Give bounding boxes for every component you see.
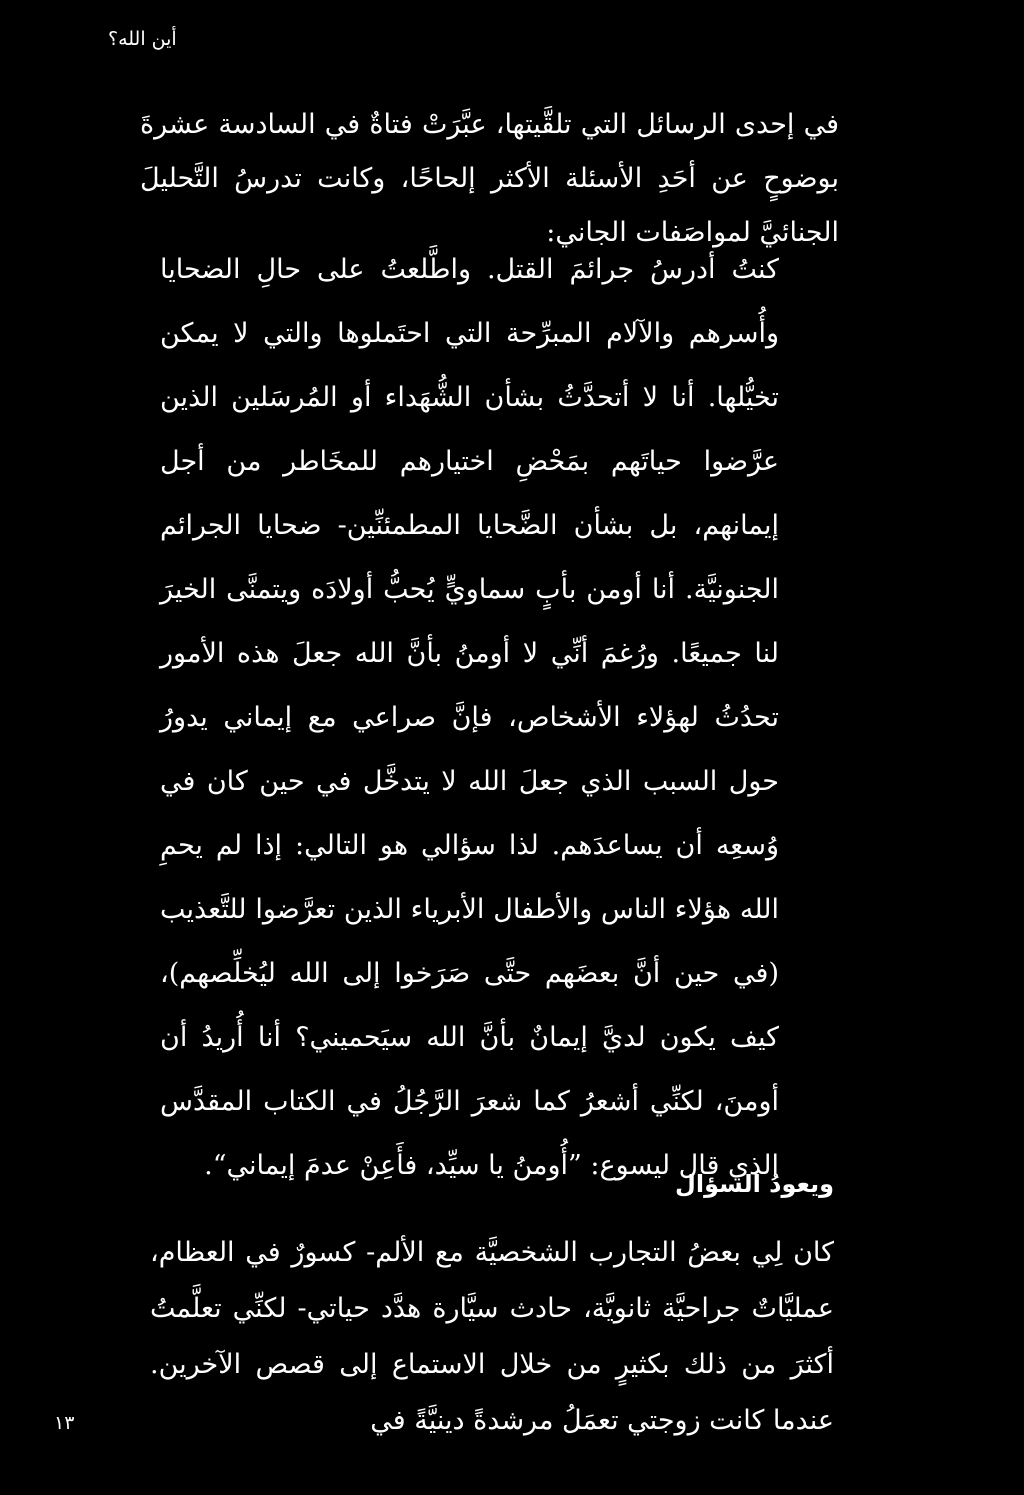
block-quote bbox=[160, 238, 779, 1198]
intro-paragraph: في إحدى الرسائل التي تلقَّيتها، عبَّرَتْ فتاةٌ في السادسة عشرةَ بوضوحٍ عن أحَدِ الأسئلة الأكثر إلحاحًا، وكانت تدرسُ التَّحليلَ الجنائيَّ لمواصَفات الجاني: bbox=[140, 109, 839, 248]
page-number: ١٣ bbox=[54, 1412, 75, 1434]
section-heading: ويعودُ السؤال bbox=[675, 1170, 834, 1198]
running-header: أين الله؟ bbox=[108, 28, 177, 50]
intro-block bbox=[140, 98, 839, 260]
quote-paragraph: كنتُ أدرسُ جرائمَ القتل. واطَّلعتُ على حالِ الضحايا وأُسرهم والآلام المبرِّحة التي احتَملوها والتي لا يمكن تخيُّلها. أنا لا أتحدَّثُ بشأن الشُّهَداء أو المُرسَلين الذين عرَّضوا حياتَهم بمَحْضِ اختيارهم للمخَاطر من أجل إيمانهم، بل بشأن الضَّحايا المطمئنِّين- ضحايا الجرائم الجنونيَّة. أنا أومن بأبٍ سماويٍّ يُحبُّ أولادَه ويتمنَّى الخيرَ لنا جميعًا. ورُغمَ أنِّي لا أومنُ بأنَّ الله جعلَ هذه الأمور تحدُثُ لهؤلاء الأشخاص، فإنَّ صراعي مع إيماني يدورُ حول السبب الذي جعلَ الله لا يتدخَّل في حين كان في وُسعِه أن يساعدَهم. لذا سؤالي هو التالي: إذا لم يحمِ الله هؤلاء الناس والأطفال الأبرياء الذين تعرَّضوا للتَّعذيب (في حين أنَّ بعضَهم حتَّى صَرَخوا إلى الله ليُخلِّصهم)، كيف يكون لديَّ إيمانٌ بأنَّ الله سيَحميني؟ أنا أُريدُ أن أومنَ، لكنِّي أشعرُ كما شعرَ الرَّجُلُ في الكتاب المقدَّس الذي قال ليسوع: ”أُومنُ يا سيِّد، فأَعِنْ عدمَ إيماني“. bbox=[160, 254, 779, 1181]
section-body bbox=[150, 1225, 834, 1449]
section-paragraph: كان لِي بعضُ التجارب الشخصيَّة مع الألم- كسورٌ في العظام، عمليَّاتٌ جراحيَّة ثانويَّة، حادث سيَّارة هدَّد حياتي- لكنِّي تعلَّمتُ أكثرَ من ذلك بكثيرٍ من خلال الاستماع إلى قصص الآخرين. عندما كانت زوجتي تعمَلُ مرشدةً دينيَّةً في bbox=[150, 1237, 834, 1436]
